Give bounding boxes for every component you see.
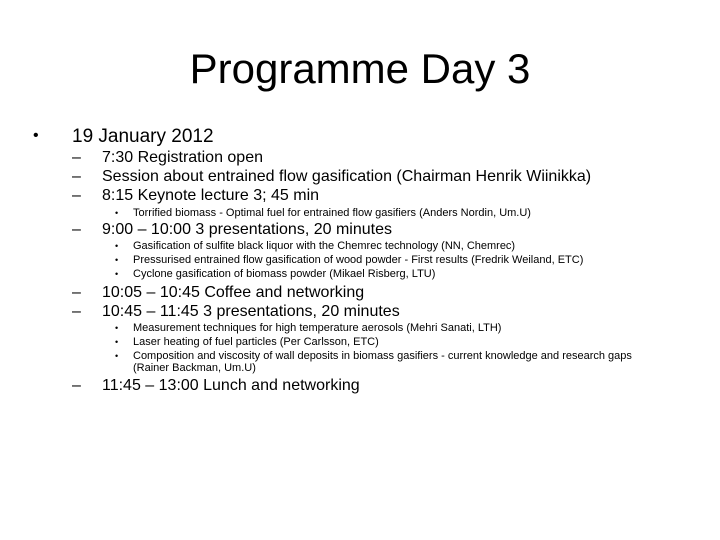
sub-item-text: (Rainer Backman, Um.U) [133, 362, 256, 374]
level1-bullet: • [33, 127, 39, 144]
agenda-item-text: 10:05 – 10:45 Coffee and networking [102, 284, 365, 301]
dash-marker: – [72, 303, 81, 320]
sub-bullet: • [115, 323, 119, 333]
dash-marker: – [72, 168, 81, 185]
sub-item-text: Pressurised entrained flow gasification of wood powder - First results (Fredrik Weiland, ETC) [133, 254, 584, 266]
dash-marker: – [72, 221, 81, 238]
agenda-item-text: 10:45 – 11:45 3 presentations, 20 minutes [102, 303, 400, 320]
agenda-item-text: Session about entrained flow gasification (Chairman Henrik Wiinikka) [102, 168, 592, 185]
sub-item-text: Measurement techniques for high temperature aerosols (Mehri Sanati, LTH) [133, 322, 502, 334]
agenda-item-text: 11:45 – 13:00 Lunch and networking [102, 377, 360, 394]
sub-item-text: Torrified biomass - Optimal fuel for entrained flow gasifiers (Anders Nordin, Um.U) [133, 207, 531, 219]
dash-marker: – [72, 149, 81, 166]
agenda-item-text: 7:30 Registration open [102, 149, 263, 166]
sub-bullet: • [115, 269, 119, 279]
date-heading: 19 January 2012 [72, 126, 214, 147]
sub-bullet: • [115, 337, 119, 347]
agenda-item-text: 8:15 Keynote lecture 3; 45 min [102, 187, 320, 204]
dash-marker: – [72, 377, 81, 394]
sub-item-text: Cyclone gasification of biomass powder (Mikael Risberg, LTU) [133, 268, 436, 280]
dash-marker: – [72, 187, 81, 204]
sub-item-text: Gasification of sulfite black liquor with the Chemrec technology (NN, Chemrec) [133, 240, 516, 252]
sub-bullet: • [115, 351, 119, 361]
sub-item-text: Composition and viscosity of wall deposits in biomass gasifiers - current knowledge and research gaps [133, 350, 632, 362]
sub-bullet: • [115, 255, 119, 265]
sub-bullet: • [115, 241, 119, 251]
dash-marker: – [72, 284, 81, 301]
agenda-item-text: 9:00 – 10:00 3 presentations, 20 minutes [102, 221, 392, 238]
sub-item-text: Laser heating of fuel particles (Per Carlsson, ETC) [133, 336, 379, 348]
slide-title: Programme Day 3 [189, 45, 531, 92]
sub-bullet: • [115, 208, 119, 218]
